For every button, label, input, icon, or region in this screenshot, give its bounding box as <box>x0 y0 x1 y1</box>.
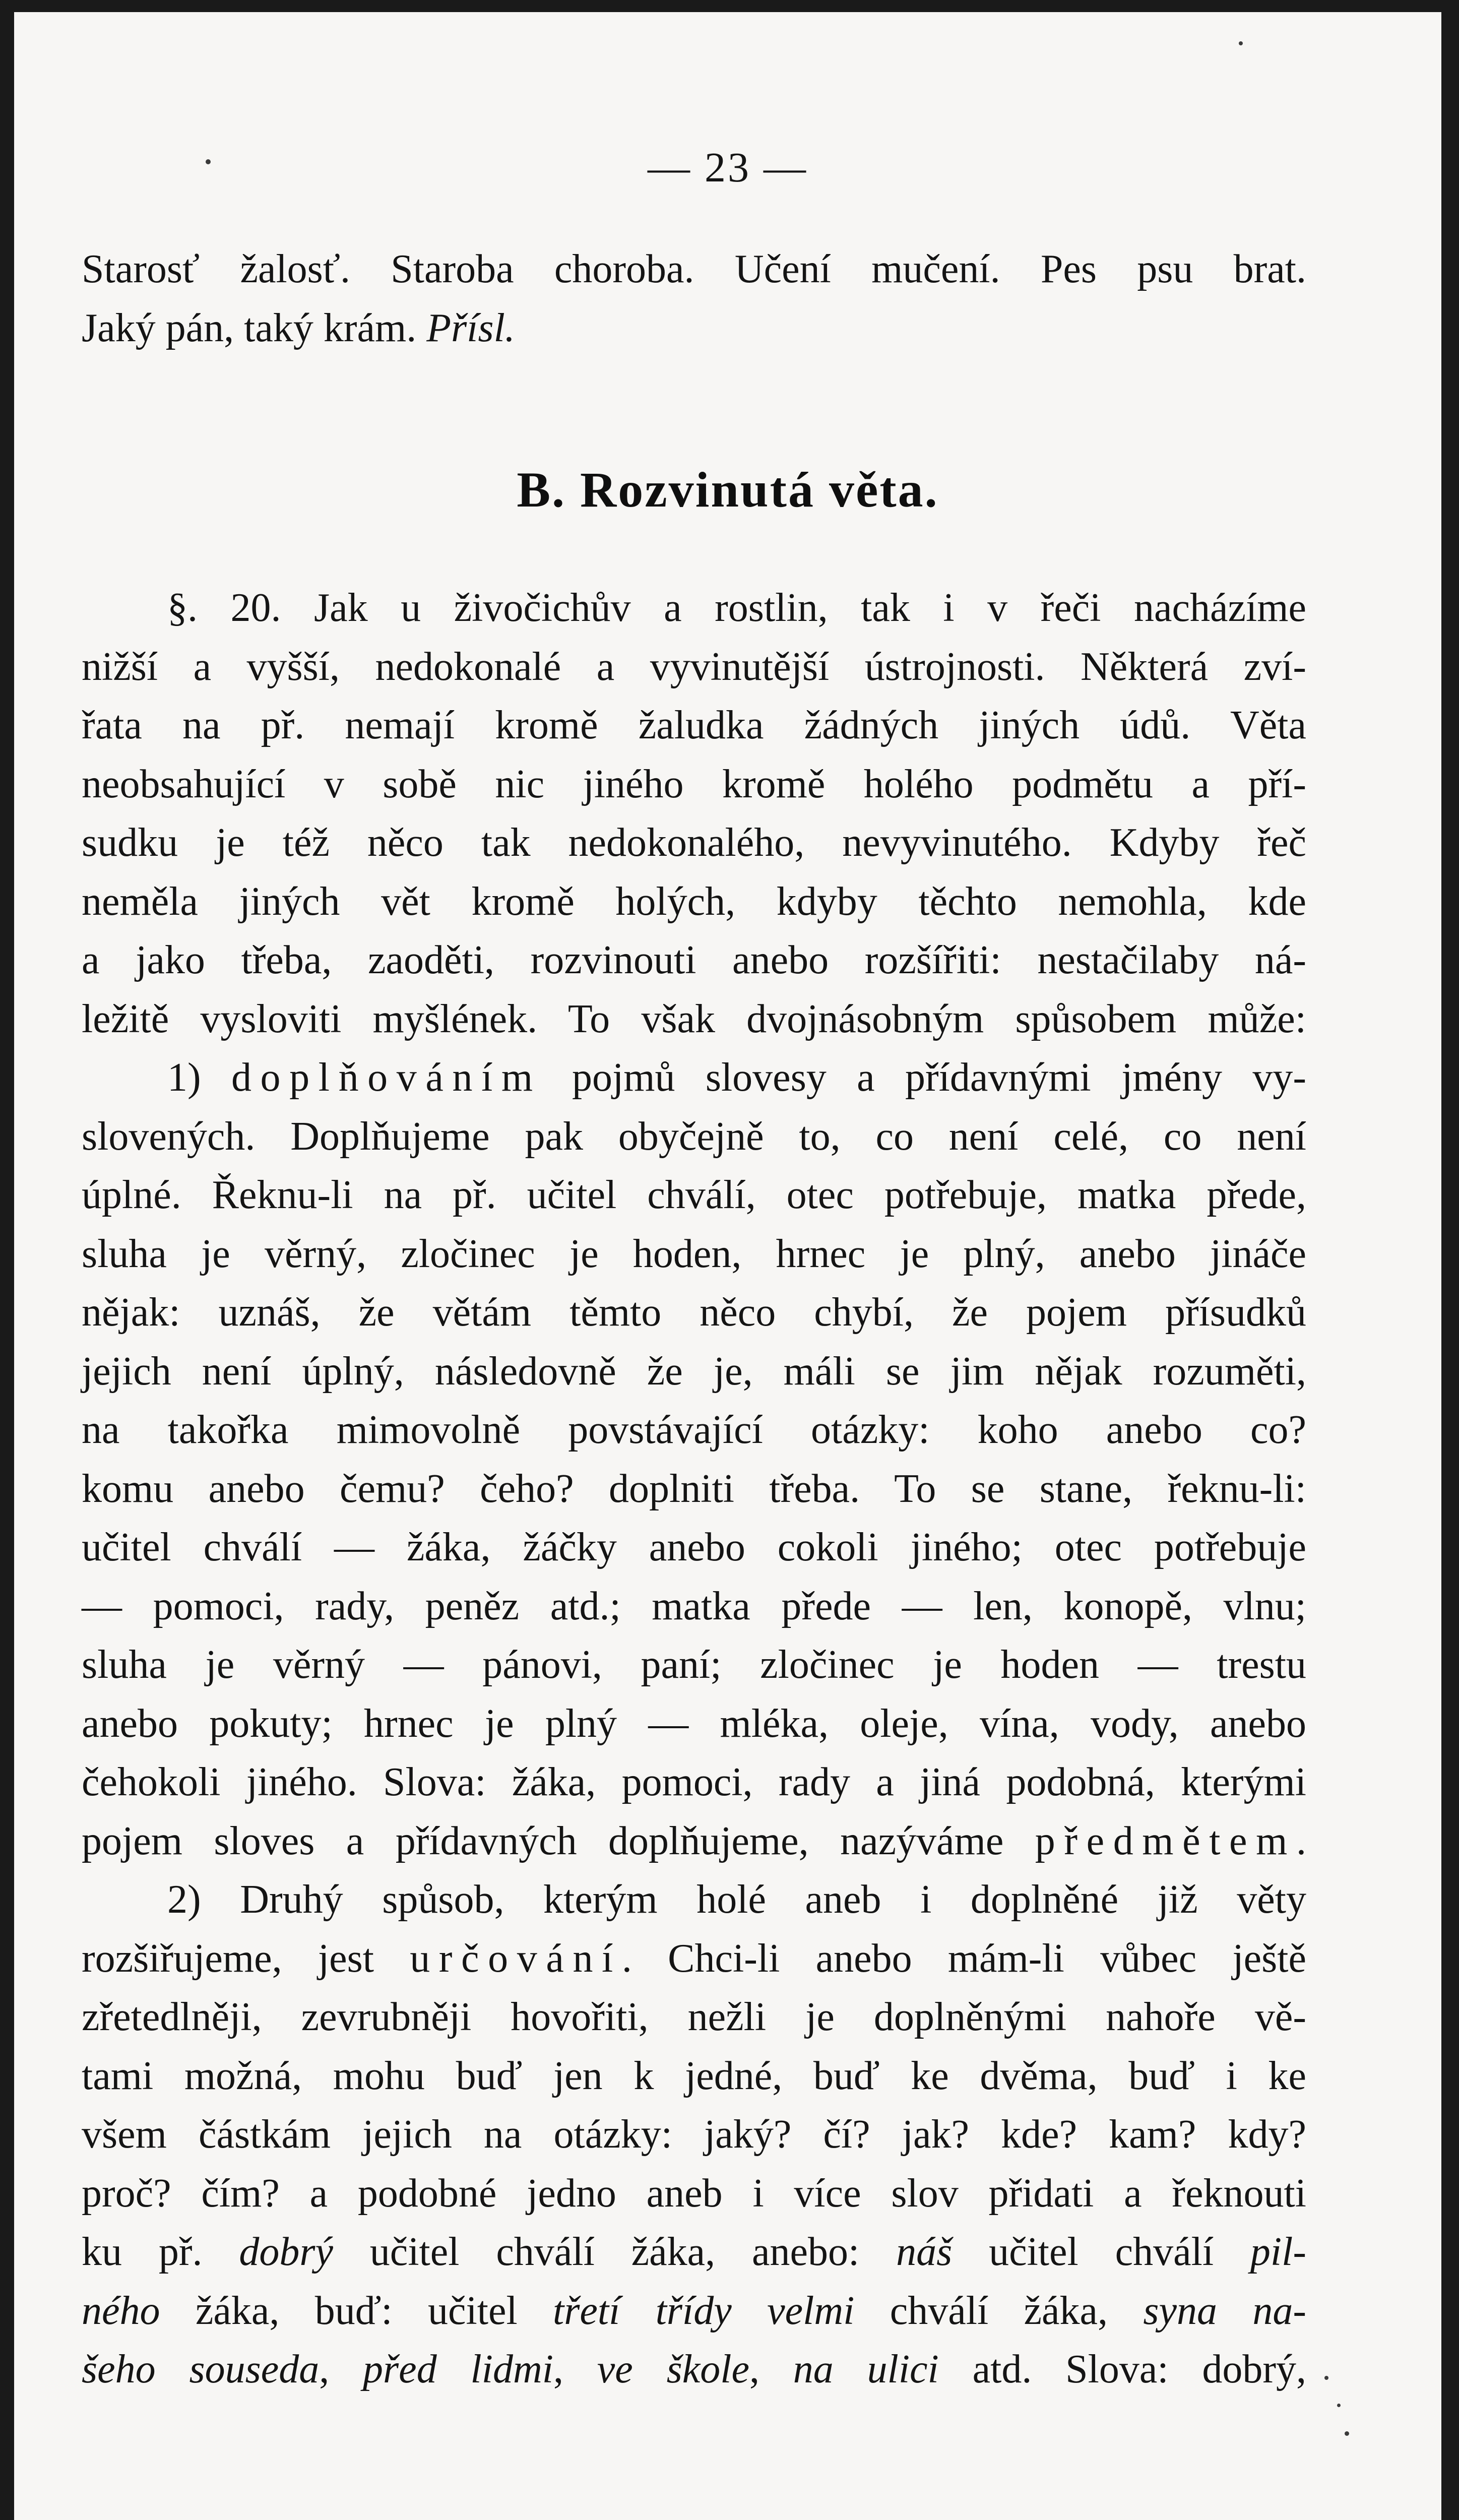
scan-speck <box>1239 41 1243 45</box>
proverbs-line: Starosť žalosť. Staroba choroba. Učení mučení. Pes psu brat. <box>82 247 1306 291</box>
book-page <box>14 12 1441 2520</box>
text-line: ku př. dobrý učitel chválí žáka, anebo: náš učitel chválí pil- <box>82 2230 1307 2274</box>
term-doplnovani: doplňováním <box>231 1055 542 1100</box>
text-line: sluha je věrný, zločinec je hoden, hrnec je plný, anebo jináče <box>82 1231 1306 1276</box>
term-urcovani: určování <box>410 1936 622 1981</box>
text-line: — pomoci, rady, peněz atd.; matka přede — len, konopě, vlnu; <box>82 1584 1306 1628</box>
text-line: anebo pokuty; hrnec je plný — mléka, oleje, vína, vody, anebo <box>82 1701 1306 1746</box>
text-line: učitel chválí — žáka, žáčky anebo cokoli jiného; otec potřebuje <box>82 1525 1306 1569</box>
scan-speck <box>1337 2404 1341 2407</box>
text-line: ležitě vysloviti myšlének. To však dvojnásobným spůsobem může: <box>82 996 1306 1041</box>
proverbs-block <box>82 240 1306 357</box>
section-heading: B. Rozvinutá věta. <box>517 462 939 518</box>
proverb-source: Přísl. <box>426 305 515 350</box>
term-predmet: předmětem <box>1035 1818 1296 1863</box>
text-line: tami možná, mohu buď jen k jedné, buď ke dvěma, buď i ke <box>82 2053 1306 2098</box>
text-line: 1) doplňováním pojmů slovesy a přídavnými jmény vy- <box>167 1055 1307 1100</box>
text-line: pojem sloves a přídavných doplňujeme, nazýváme předmětem. <box>82 1818 1306 1863</box>
text-line: sudku je též něco tak nedokonalého, nevyvinutého. Kdyby řeč <box>82 821 1306 865</box>
text-line: řata na př. nemají kromě žaludka žádných jiných údů. Věta <box>82 703 1306 747</box>
scan-speck <box>1345 2431 1349 2436</box>
text-line: neměla jiných vět kromě holých, kdyby těchto nemohla, kde <box>82 879 1306 924</box>
text-line: 2) Druhý spůsob, kterým holé aneb i doplněné již věty <box>167 1877 1306 1922</box>
scan-speck <box>1324 2376 1328 2380</box>
page-number: — 23 — <box>648 144 808 191</box>
text-line: a jako třeba, zaoděti, rozvinouti anebo rozšířiti: nestačilaby ná- <box>82 938 1306 982</box>
text-line: sluha je věrný — pánovi, paní; zločinec je hoden — trestu <box>82 1643 1306 1687</box>
scan-speck <box>206 159 211 164</box>
proverbs-line: Jaký pán, taký krám. Přísl. <box>82 305 515 350</box>
text-line: komu anebo čemu? čeho? doplniti třeba. To se stane, řeknu-li: <box>82 1466 1306 1511</box>
text-line: proč? čím? a podobné jedno aneb i více slov přidati a řeknouti <box>82 2171 1306 2216</box>
text-line: čehokoli jiného. Slova: žáka, pomoci, rady a jiná podobná, kterými <box>82 1760 1306 1804</box>
text-line: jejich není úplný, následovně že je, máli se jim nějak rozuměti, <box>82 1349 1306 1394</box>
text-line: na takořka mimovolně povstávající otázky: koho anebo co? <box>82 1408 1306 1452</box>
text-line: nižší a vyšší, nedokonalé a vyvinutější ústrojnosti. Některá zví- <box>82 644 1306 689</box>
text-line: všem částkám jejich na otázky: jaký? čí? jak? kde? kam? kdy? <box>82 2112 1306 2157</box>
text-line: §. 20. Jak u živočichův a rostlin, tak i v řeči nacházíme <box>167 586 1306 630</box>
text-line: rozšiřujeme, jest určování. Chci-li anebo mám-li vůbec ještě <box>82 1936 1306 1981</box>
text-line: úplné. Řeknu-li na př. učitel chválí, otec potřebuje, matka přede, <box>82 1173 1306 1217</box>
text-line: šeho souseda, před lidmi, ve škole, na ulici atd. Slova: dobrý, <box>82 2347 1307 2391</box>
text-line: zřetedlněji, zevrubněji hovořiti, nežli je doplněnými nahoře vě- <box>82 1995 1306 2039</box>
text-line: slovených. Doplňujeme pak obyčejně to, co není celé, co není <box>82 1114 1306 1159</box>
text-line: ného žáka, buď: učitel třetí třídy velmi chválí žáka, syna na- <box>82 2288 1307 2333</box>
text-line: nějak: uznáš, že větám těmto něco chybí, že pojem přísudků <box>82 1290 1306 1335</box>
text-line: neobsahující v sobě nic jiného kromě holého podmětu a pří- <box>82 762 1306 806</box>
body-text <box>82 579 1306 2399</box>
